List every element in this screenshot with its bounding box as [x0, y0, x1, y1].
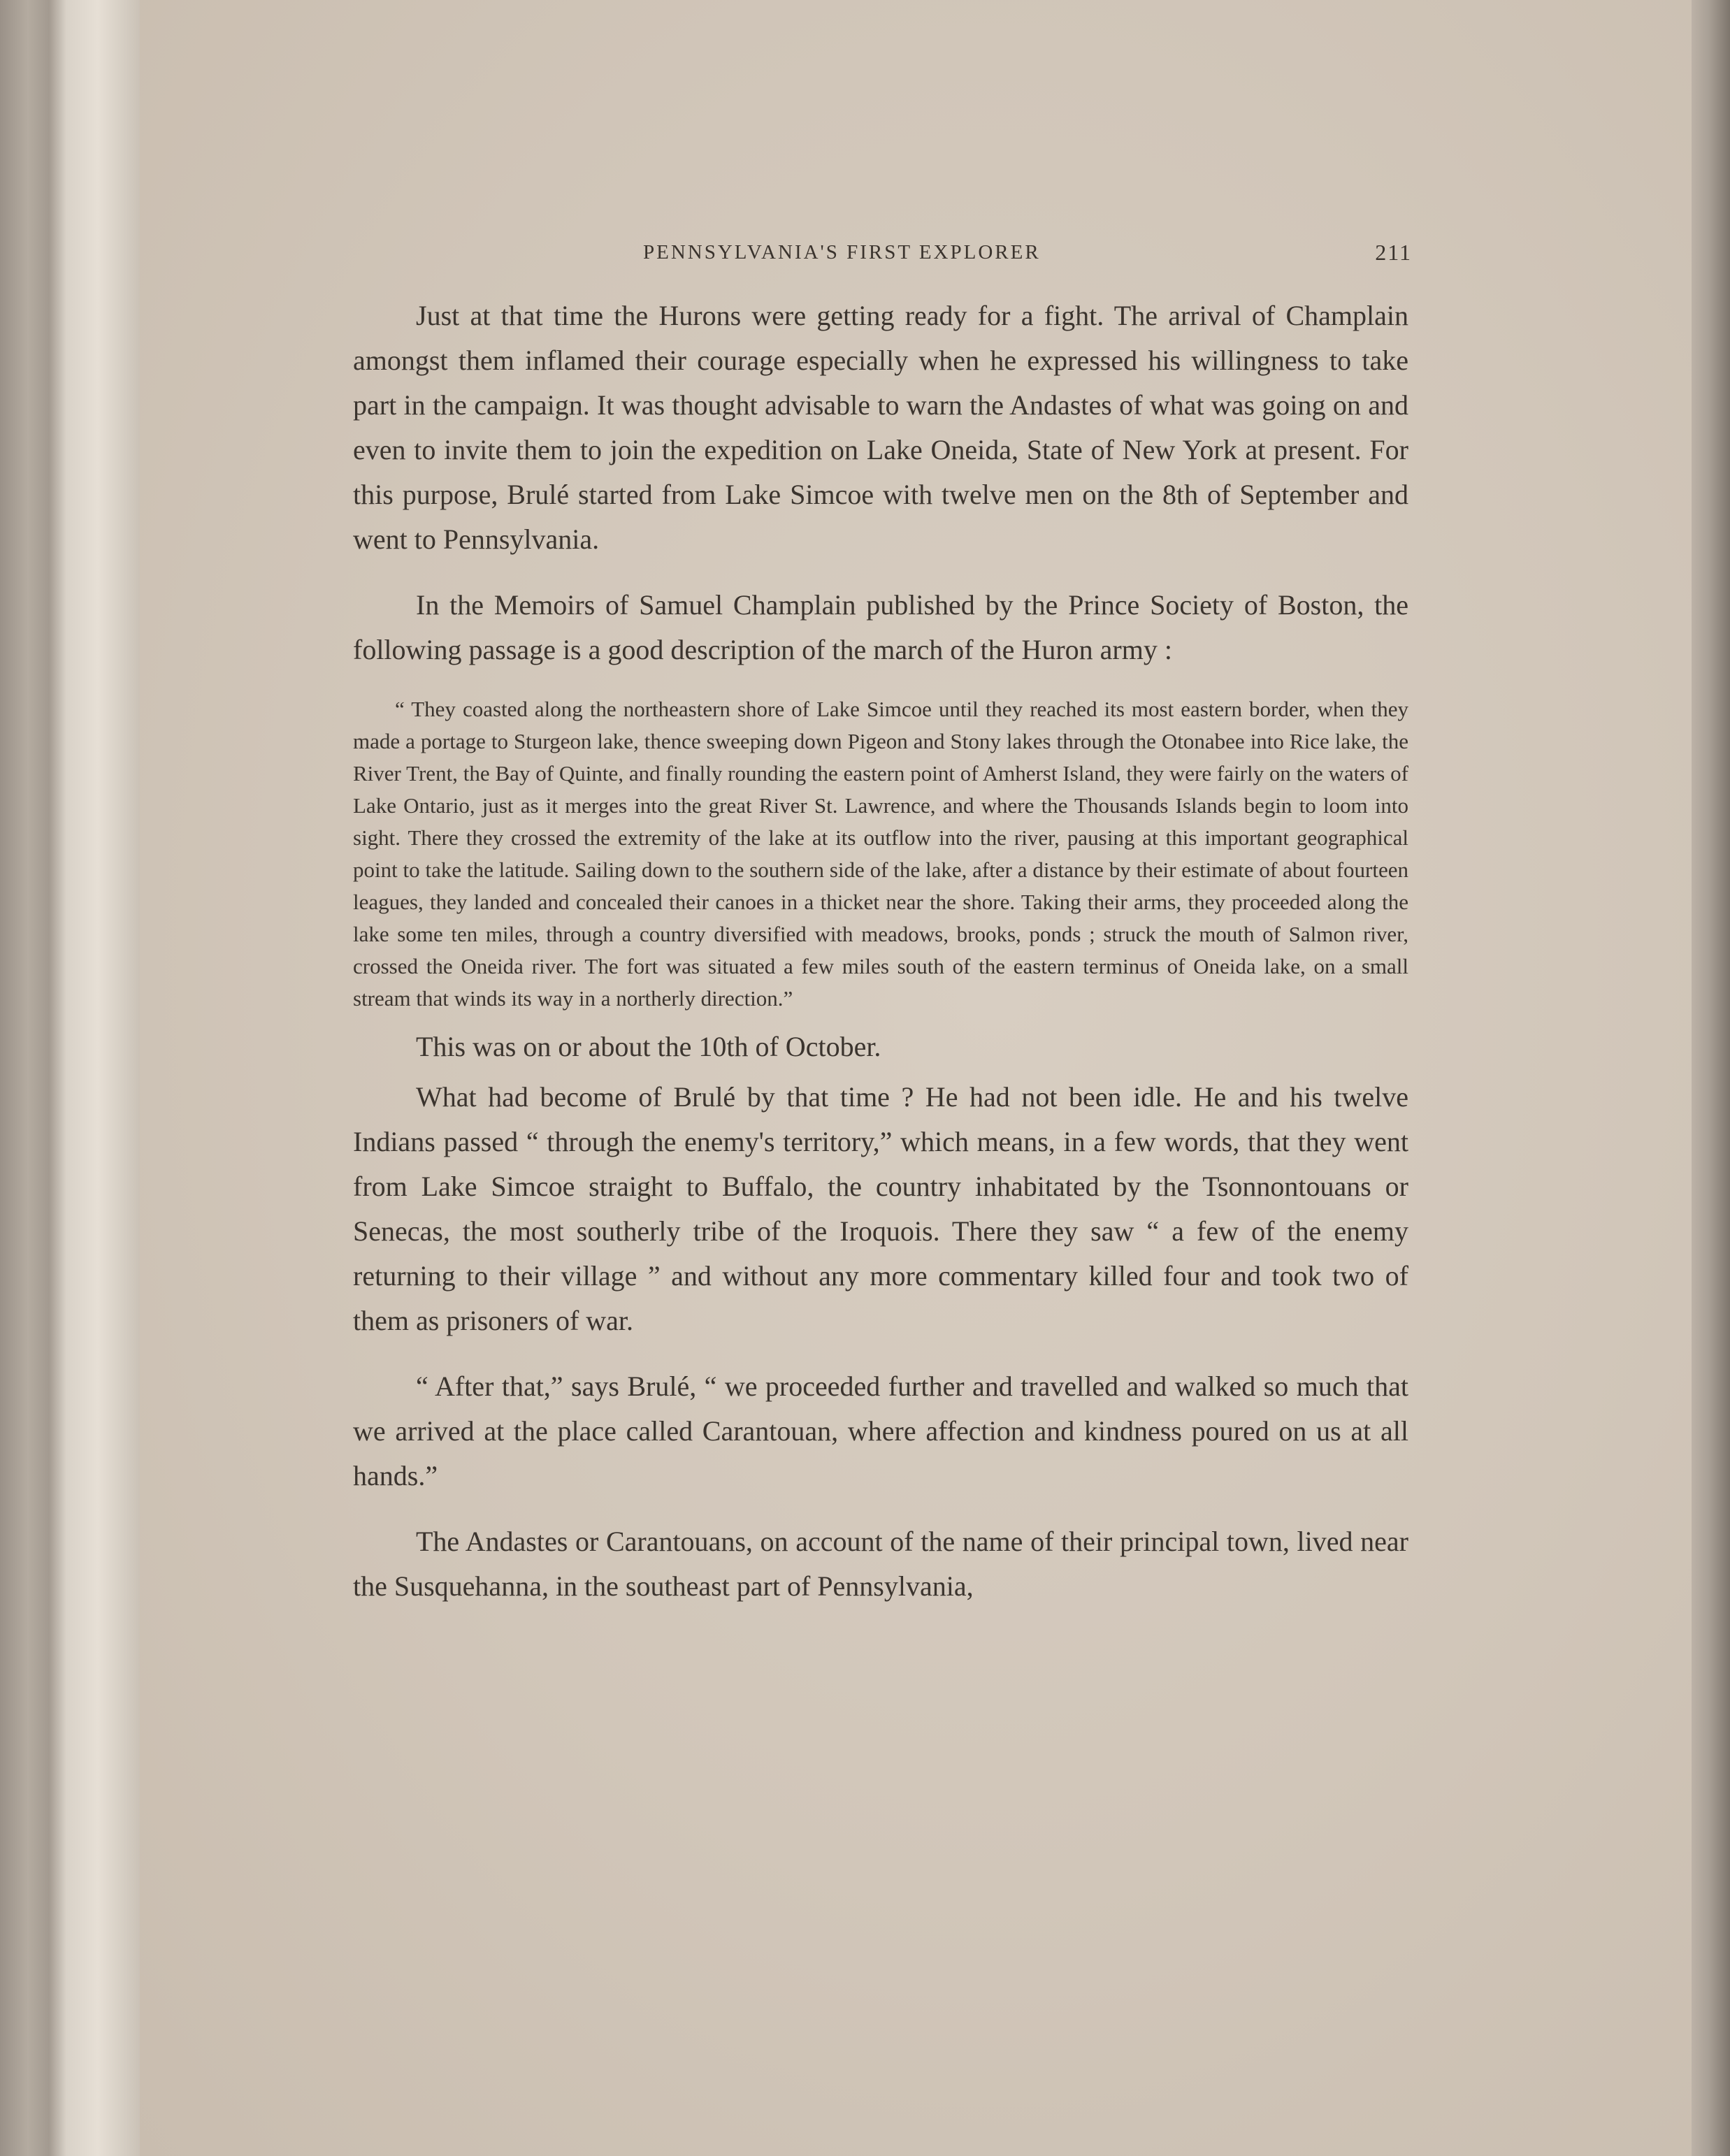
paragraph: What had become of Brulé by that time ? He had not been idle. He and his twelve Indians passed “ through the enemy's territory,” which means, in a few words, that they went from Lake Simcoe straight to Buffalo, the country inhabitated by the Tsonnontouans or Senecas, the most southerly tribe of the Iroquois. There they saw “ a few of the enemy returning to their village ” and without any more commentary killed four and took two of them as prisoners of war.	[353, 1081, 1408, 1336]
running-head: PENNSYLVANIA'S FIRST EXPLORER	[643, 241, 1041, 263]
paragraph: In the Memoirs of Samuel Champlain published by the Prince Society of Boston, the following passage is a good description of the march of the Huron army :	[353, 589, 1408, 665]
paragraph: “ After that,” says Brulé, “ we proceeded further and travelled and walked so much that we arrived at the place called Carantouan, where affection and kindness poured on us at all hands.”	[353, 1370, 1408, 1491]
block-quote: “ They coasted along the northeastern shore of Lake Simcoe until they reached its most eastern border, when they made a portage to Sturgeon lake, thence sweeping down Pigeon and Stony lakes through the Otonabee into Rice lake, the River Trent, the Bay of Quinte, and finally rounding the eastern point of Amherst Island, they were fairly on the waters of Lake Ontario, just as it merges into the great River St. Lawrence, and where the Thousands Islands begin to loom into sight. There they crossed the extremity of the lake at its outflow into the river, pausing at this important geographical point to take the latitude. Sailing down to the southern side of the lake, after a distance by their estimate of about fourteen leagues, they landed and concealed their canoes in a thicket near the shore. Taking their arms, they proceeded along the lake some ten miles, through a country diversified with meadows, brooks, ponds ; struck the mouth of Salmon river, crossed the Oneida river. The fort was situated a few miles south of the eastern terminus of Oneida lake, on a small stream that winds its way in a northerly direction.”	[353, 697, 1408, 1011]
page-body	[353, 294, 1408, 1630]
page-number: 211	[1375, 240, 1412, 265]
paragraph: The Andastes or Carantouans, on account of the name of their principal town, lived near the Susquehanna, in the southeast part of Pennsylvania,	[353, 1526, 1408, 1602]
paragraph: This was on or about the 10th of October.	[416, 1031, 881, 1062]
page-header	[643, 241, 1412, 269]
book-gutter	[0, 0, 147, 2156]
paragraph: Just at that time the Hurons were getting ready for a fight. The arrival of Champlain amongst them inflamed their courage especially when he expressed his willingness to take part in the campaign. It was thought advisable to warn the Andastes of what was going on and even to invite them to join the expedition on Lake Oneida, State of New York at present. For this purpose, Brulé started from Lake Simcoe with twelve men on the 8th of September and went to Pennsylvania.	[353, 300, 1408, 555]
